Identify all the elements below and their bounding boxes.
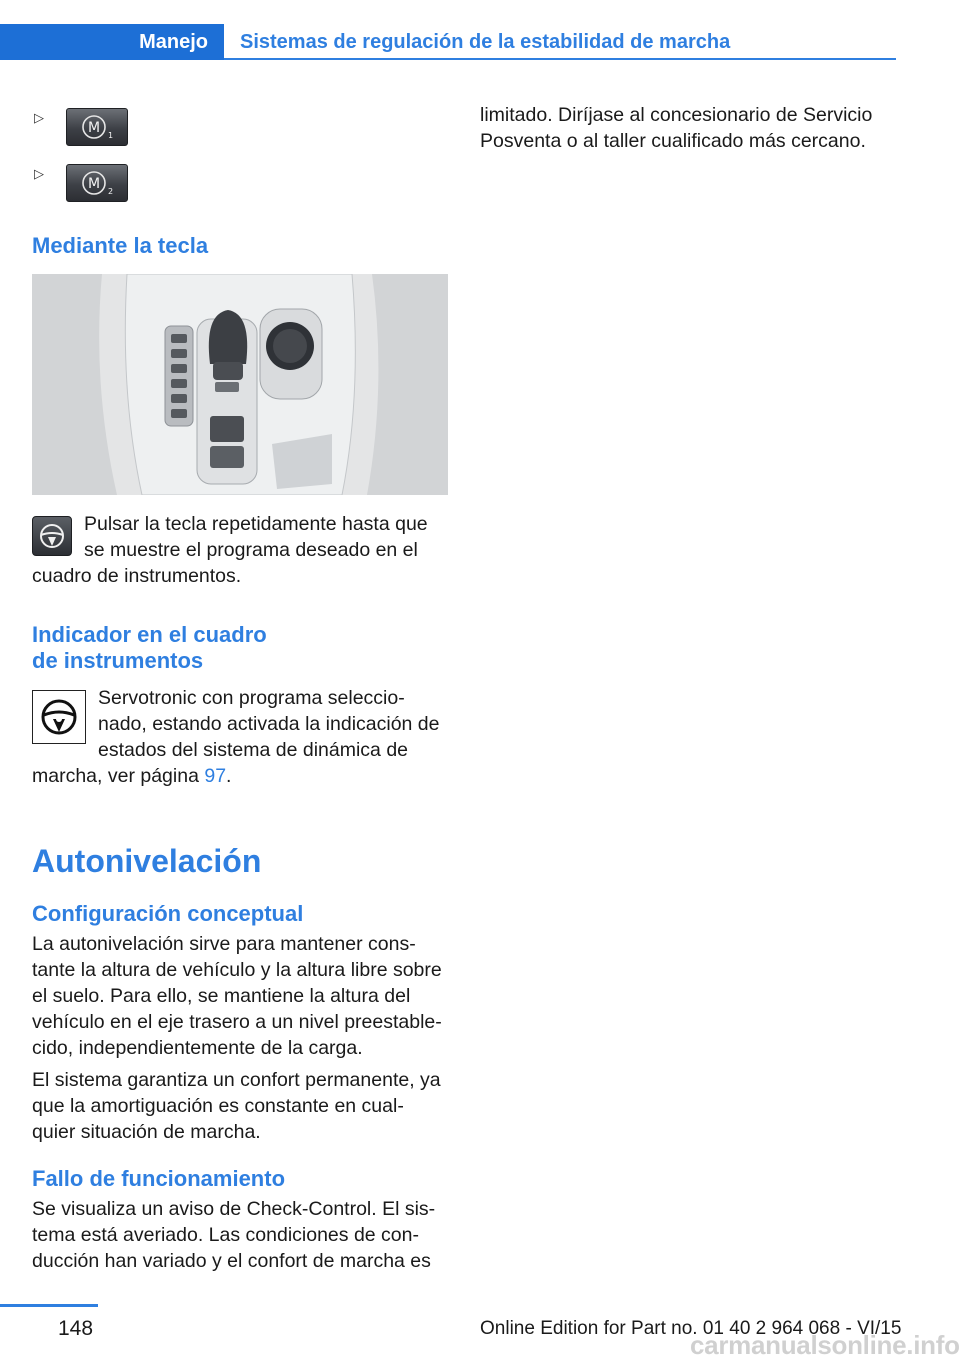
fault-paragraph xyxy=(32,1196,452,1274)
instruction-line-1: Pulsar la tecla repetidamente hasta que xyxy=(84,513,428,535)
concept-heading: Configuración conceptual xyxy=(32,901,304,926)
paragraph-line: quier situación de marcha. xyxy=(32,1121,261,1143)
steering-wheel-indicator-icon xyxy=(32,690,86,744)
m2-key-sub: 2 xyxy=(108,187,114,196)
section-heading-indicator-1: Indicador en el cuadro xyxy=(32,622,267,647)
paragraph-line: vehículo en el eje trasero a un nivel preestable- xyxy=(32,1011,442,1033)
paragraph-line: el suelo. Para ello, se mantiene la altura del xyxy=(32,985,411,1007)
bullet-marker: ▷ xyxy=(34,110,44,125)
paragraph-line: tema está averiado. Las condiciones de con- xyxy=(32,1224,419,1246)
bullet-marker: ▷ xyxy=(34,166,44,181)
header-section-label: Manejo xyxy=(139,30,208,53)
fault-heading: Fallo de funcionamiento xyxy=(32,1166,286,1191)
footer-edition: Online Edition for Part no. 01 40 2 964 068 - VI/15 xyxy=(480,1318,902,1339)
section-heading-key: Mediante la tecla xyxy=(32,233,209,258)
watermark: carmanualsonline.info xyxy=(690,1330,960,1360)
indicator-text-line-1: Servotronic con programa seleccio- xyxy=(98,687,405,709)
m1-key-sub: 1 xyxy=(108,131,114,140)
center-console-photo xyxy=(32,274,448,495)
indicator-text-line-4 xyxy=(32,763,231,789)
indicator-text-line-2: nado, estando activada la indicación de xyxy=(98,713,440,735)
instruction-line-2: se muestre el programa deseado en el xyxy=(84,539,418,561)
dynamic-control-key-icon xyxy=(32,516,72,556)
instruction-line-3: cuadro de instrumentos. xyxy=(32,565,242,587)
page-number: 148 xyxy=(58,1317,94,1340)
m2-key-label: M xyxy=(87,176,101,192)
footer-rule xyxy=(0,1304,98,1307)
paragraph-line: cido, independientemente de la carga. xyxy=(32,1037,363,1059)
paragraph-line: tante la altura de vehículo y la altura libre sobre xyxy=(32,959,442,981)
header-title: Sistemas de regulación de la estabilidad de marcha xyxy=(240,31,731,53)
m2-key-icon xyxy=(66,164,128,202)
paragraph-line: La autonivelación sirve para mantener cons- xyxy=(32,933,416,955)
paragraph-line: ducción han variado y el confort de marcha es xyxy=(32,1250,431,1272)
page-97-link[interactable]: 97 xyxy=(204,765,227,787)
indicator-text-line-3: estados del sistema de dinámica de xyxy=(98,739,409,761)
paragraph-line: Se visualiza un aviso de Check-Control. El sis- xyxy=(32,1198,436,1220)
m1-key-label: M xyxy=(87,120,101,136)
right-column-text xyxy=(480,102,900,154)
autonivelacion-title: Autonivelación xyxy=(32,843,262,879)
section-heading-indicator-2: de instrumentos xyxy=(32,648,204,673)
concept-paragraph xyxy=(32,931,452,1061)
m1-key-icon xyxy=(66,108,128,146)
paragraph-line: que la amortiguación es constante en cual- xyxy=(32,1095,404,1117)
indicator-text-suffix: . xyxy=(226,765,232,787)
header-section-tab[interactable] xyxy=(0,24,224,60)
paragraph-line: El sistema garantiza un confort permanente, ya xyxy=(32,1069,441,1091)
indicator-text-prefix: marcha, ver página xyxy=(32,765,205,787)
comfort-paragraph xyxy=(32,1067,452,1145)
paragraph-line: Posventa o al taller cualificado más cercano. xyxy=(480,130,866,152)
header-rule xyxy=(224,58,896,60)
paragraph-line: limitado. Diríjase al concesionario de Servicio xyxy=(480,104,873,126)
